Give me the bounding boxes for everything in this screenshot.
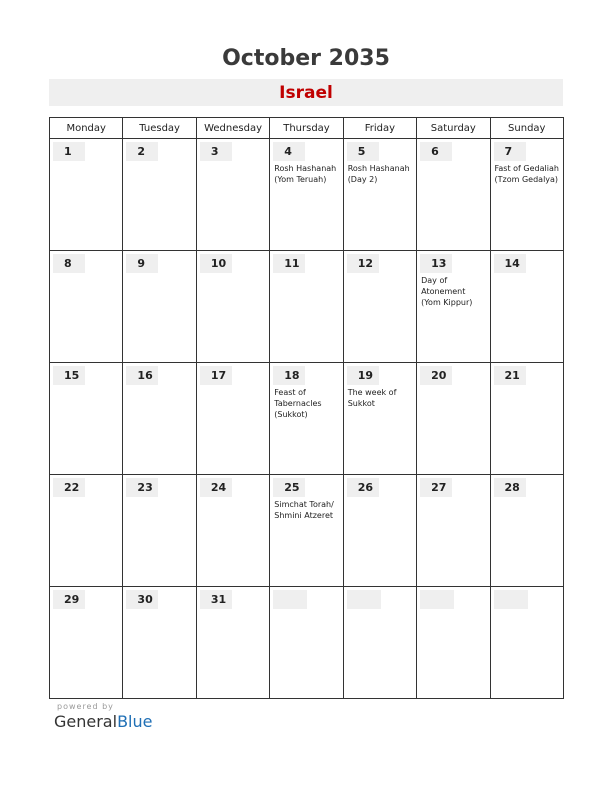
day-cell: [490, 251, 563, 363]
generalblue-logo: [54, 712, 152, 731]
day-cell: [270, 251, 343, 363]
day-number: 16: [126, 366, 158, 385]
day-cell: [196, 251, 269, 363]
brand-blue-text: Blue: [117, 712, 153, 731]
day-cell: [50, 475, 123, 587]
day-number: 6: [420, 142, 452, 161]
day-number: 19: [347, 366, 379, 385]
day-number: 4: [273, 142, 305, 161]
day-cell: [123, 587, 196, 699]
day-number: 13: [420, 254, 452, 273]
day-number: 21: [494, 366, 526, 385]
holiday-note: Rosh Hashanah (Yom Teruah): [274, 164, 337, 184]
page-title: October 2035: [222, 46, 390, 71]
day-cell: [123, 251, 196, 363]
day-number: 2: [126, 142, 158, 161]
day-cell: [490, 139, 563, 251]
holiday-note: The week of Sukkot: [347, 388, 397, 408]
weekday-header: Saturday: [417, 118, 490, 139]
week-row: [50, 587, 564, 699]
day-cell: [50, 251, 123, 363]
day-number: 26: [347, 478, 379, 497]
day-number: 3: [200, 142, 232, 161]
day-number: 28: [494, 478, 526, 497]
day-cell: [196, 587, 269, 699]
day-cell: [123, 139, 196, 251]
weekday-header: Tuesday: [123, 118, 196, 139]
day-cell: [196, 363, 269, 475]
day-cell: [50, 587, 123, 699]
day-cell: [417, 587, 490, 699]
day-cell: [490, 363, 563, 475]
weekday-header: Wednesday: [196, 118, 269, 139]
weekday-header: Sunday: [490, 118, 563, 139]
day-number: 18: [273, 366, 305, 385]
day-number: 27: [420, 478, 452, 497]
day-number: 20: [420, 366, 452, 385]
day-number: [347, 590, 381, 609]
day-cell: [417, 139, 490, 251]
day-cell: [50, 363, 123, 475]
country-banner: [49, 79, 563, 106]
day-number: 24: [200, 478, 232, 497]
day-number: 9: [126, 254, 158, 273]
day-number: 10: [200, 254, 232, 273]
day-number: 12: [347, 254, 379, 273]
holiday-note: Feast of Tabernacles (Sukkot): [274, 388, 322, 419]
calendar-body: [50, 139, 564, 699]
day-cell: [343, 251, 416, 363]
day-cell: [123, 475, 196, 587]
weekday-header: Monday: [50, 118, 123, 139]
day-number: 7: [494, 142, 526, 161]
day-number: 30: [126, 590, 158, 609]
weekday-header: Thursday: [270, 118, 343, 139]
day-number: 17: [200, 366, 232, 385]
day-number: [420, 590, 454, 609]
day-number: 1: [53, 142, 85, 161]
day-number: 5: [347, 142, 379, 161]
day-number: 29: [53, 590, 85, 609]
day-number: 23: [126, 478, 158, 497]
day-number: 8: [53, 254, 85, 273]
day-cell: [343, 363, 416, 475]
day-number: 11: [273, 254, 305, 273]
day-cell: [196, 139, 269, 251]
calendar-grid: [49, 117, 564, 699]
day-cell: [490, 587, 563, 699]
day-number: 22: [53, 478, 85, 497]
day-cell: [417, 475, 490, 587]
day-number: [494, 590, 528, 609]
country-name: Israel: [279, 83, 333, 103]
day-number: 25: [273, 478, 305, 497]
week-row: [50, 139, 564, 251]
day-number: 31: [200, 590, 232, 609]
day-cell: [417, 251, 490, 363]
week-row: [50, 475, 564, 587]
week-row: [50, 251, 564, 363]
weekday-header: Friday: [343, 118, 416, 139]
day-cell: [270, 139, 343, 251]
holiday-note: Fast of Gedaliah (Tzom Gedalya): [494, 164, 559, 184]
powered-by-text: powered by: [57, 702, 114, 711]
day-cell: [343, 587, 416, 699]
day-cell: [270, 475, 343, 587]
holiday-note: Rosh Hashanah (Day 2): [347, 164, 410, 184]
holiday-note: Simchat Torah/ Shmini Atzeret: [274, 500, 334, 520]
day-cell: [343, 475, 416, 587]
day-cell: [490, 475, 563, 587]
day-cell: [123, 363, 196, 475]
day-cell: [270, 587, 343, 699]
day-cell: [50, 139, 123, 251]
week-row: [50, 363, 564, 475]
day-number: 14: [494, 254, 526, 273]
day-number: [273, 590, 307, 609]
day-cell: [417, 363, 490, 475]
holiday-note: Day of Atonement (Yom Kippur): [421, 276, 473, 307]
weekday-header-row: [50, 118, 564, 139]
day-cell: [270, 363, 343, 475]
day-number: 15: [53, 366, 85, 385]
day-cell: [343, 139, 416, 251]
brand-general-text: General: [54, 712, 118, 731]
day-cell: [196, 475, 269, 587]
